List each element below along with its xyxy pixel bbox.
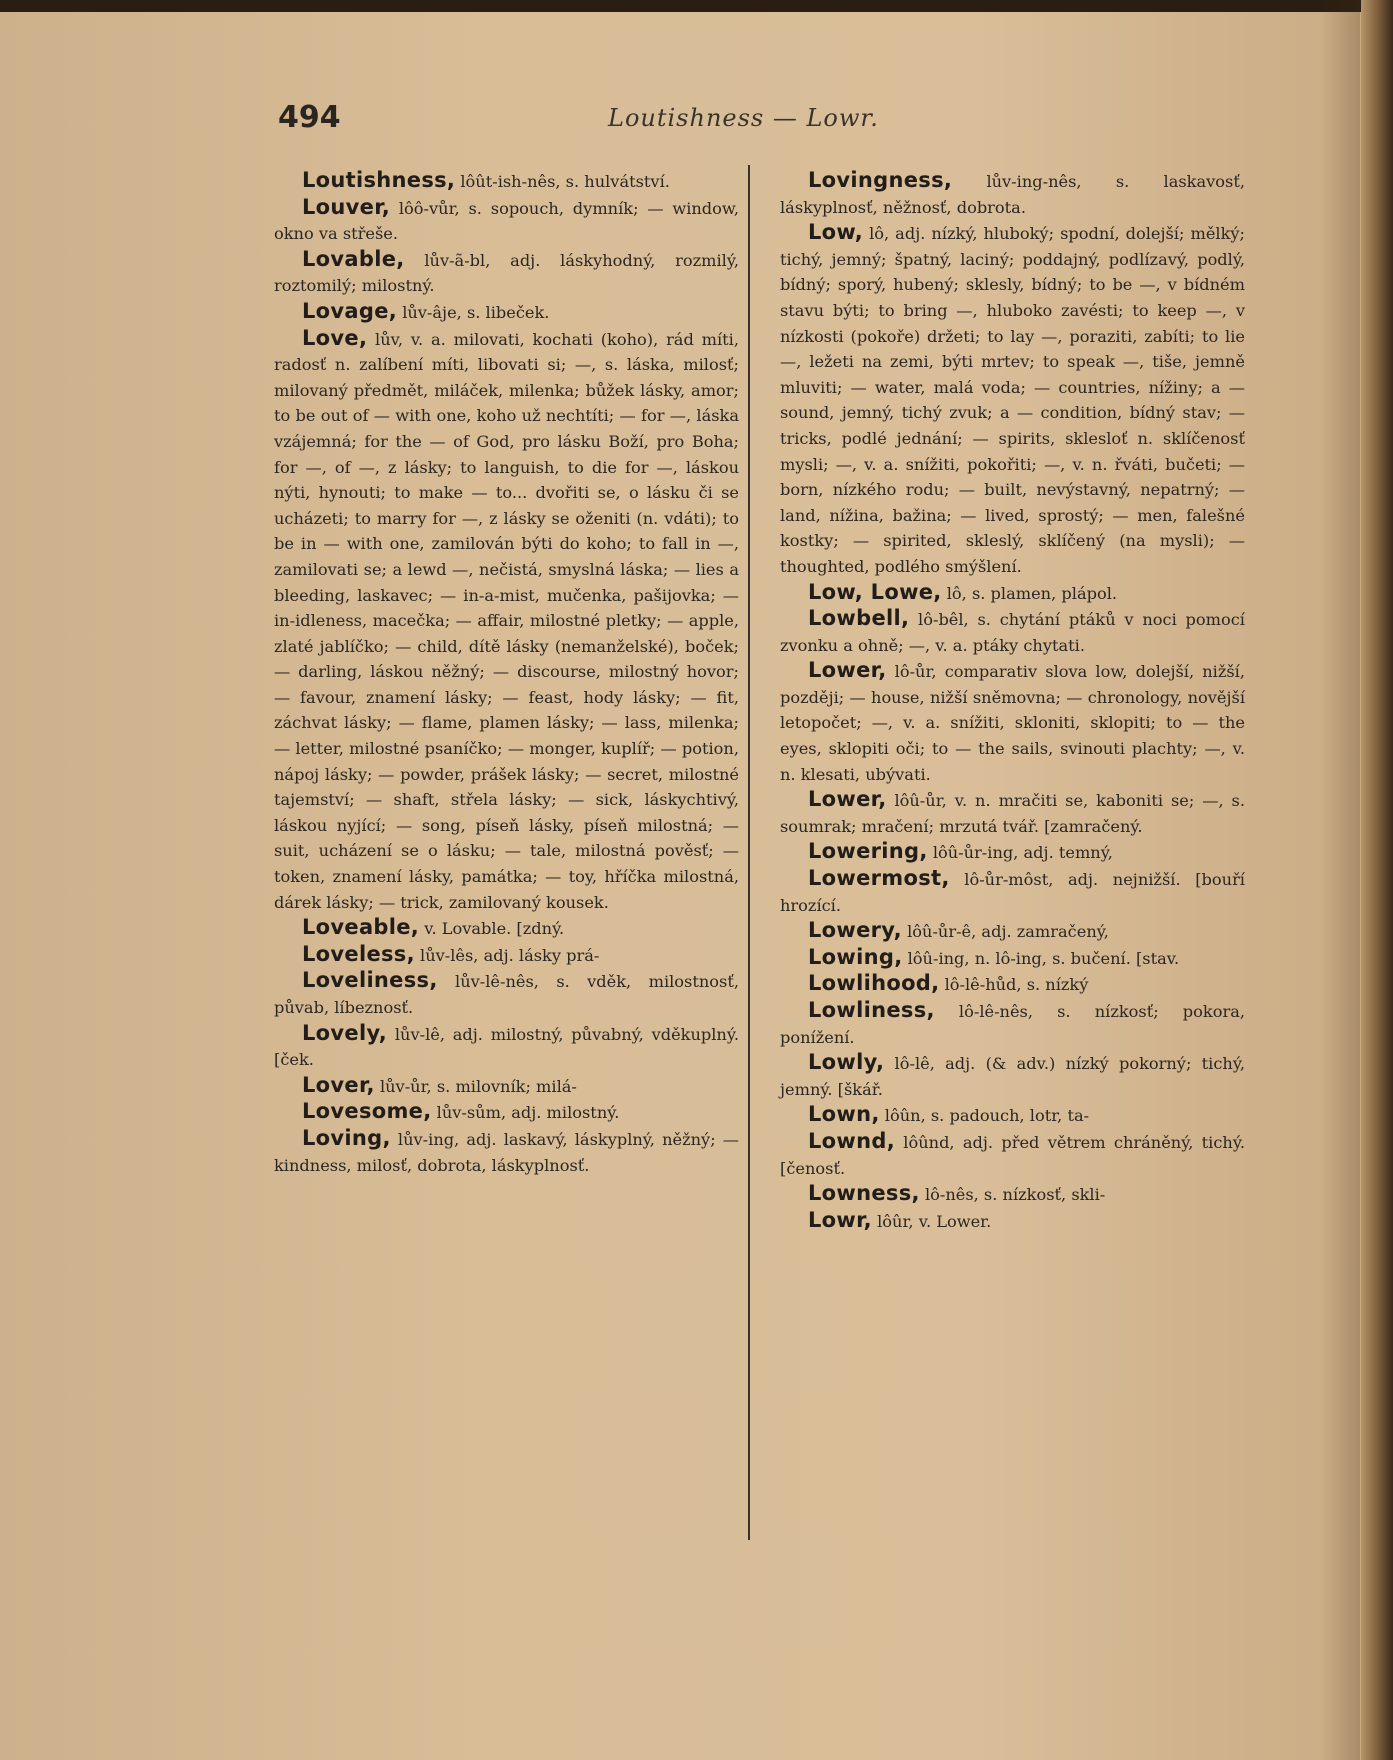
entry-headword: Lowly, <box>808 1050 885 1075</box>
dictionary-entry <box>780 918 1245 945</box>
entry-headword: Lower, <box>808 658 887 683</box>
dictionary-entry <box>274 247 739 299</box>
dictionary-entry <box>274 1073 739 1100</box>
entry-headword: Lover, <box>302 1072 375 1097</box>
entry-headword: Lovely, <box>302 1020 388 1045</box>
page-shadow <box>1320 0 1360 1760</box>
entry-definition: lôô-vůr, s. sopouch, dymník; — window, okno va střeše. <box>274 198 739 244</box>
dictionary-entry <box>274 1021 739 1073</box>
entry-definition: lôû-ůr-ing, adj. temný, <box>932 843 1113 863</box>
dictionary-entry <box>780 971 1245 998</box>
entry-definition: lův-lês, adj. lásky prá- <box>420 945 600 965</box>
entry-headword: Lownd, <box>808 1128 895 1153</box>
entry-headword: Lower, <box>808 787 887 812</box>
entry-definition: lô-lê-hůd, s. nízký <box>944 975 1089 995</box>
dictionary-entry <box>274 915 739 942</box>
entry-headword: Lowness, <box>808 1181 920 1206</box>
scan-top-border <box>0 0 1393 12</box>
dictionary-entry <box>274 1126 739 1178</box>
entry-definition: lôûnd, adj. před větrem chráněný, tichý. [čenosť. <box>780 1132 1245 1178</box>
entry-headword: Loveable, <box>302 915 420 940</box>
entry-headword: Louver, <box>302 194 391 219</box>
dictionary-entry <box>780 1102 1245 1129</box>
entry-definition: lô-lê-nês, s. nízkosť; pokora, ponížení. <box>780 1002 1245 1047</box>
dictionary-entry <box>780 866 1245 918</box>
entry-headword: Lovable, <box>302 246 405 271</box>
dictionary-entry <box>780 1208 1245 1235</box>
entry-definition: lôûn, s. padouch, lotr, ta- <box>884 1106 1090 1126</box>
entry-headword: Lowlihood, <box>808 971 940 996</box>
entry-headword: Lowery, <box>808 918 902 943</box>
dictionary-entry <box>780 839 1245 866</box>
entry-headword: Lowliness, <box>808 998 935 1022</box>
entry-definition: lôût-ish-nês, s. hulvátství. <box>460 172 670 191</box>
entry-definition: lô-ůr-môst, adj. nejnižší. [bouří hrozící. <box>780 870 1245 915</box>
dictionary-entry <box>274 1099 739 1126</box>
entry-definition: lův-âje, s. libeček. <box>402 302 550 322</box>
dictionary-entry <box>780 1181 1245 1208</box>
entry-definition: lův-ing, adj. laskavý, láskyplný, něžný; — kindness, milosť, dobrota, láskyplnosť. <box>274 1129 739 1175</box>
dictionary-entry <box>274 195 739 247</box>
entry-headword: Love, <box>302 325 368 350</box>
entry-definition: lô-bêl, s. chytání ptáků v noci pomocí zvonku a ohně; —, v. a. ptáky chytati. <box>780 610 1245 655</box>
entry-headword: Lowbell, <box>808 606 910 631</box>
entry-definition: lův-lê, adj. milostný, půvabný, vděkuplný. [ček. <box>274 1024 739 1070</box>
entry-definition: lův, v. a. milovati, kochati (koho), rád míti, radosť n. zalíbení míti, libovati si; —, s. láska, milosť; milovaný předmět, miláček, milenka; bůžek lásky, amor; to be out of — with one, koho už nechtíti; — for —, láska vzájemná; for the — of God, pro lásku Boží, pro Boha; for —, of —, z lásky; to languish, to die for —, láskou nýti, hynouti; to make — to... dvořiti se, o lásku či se ucházeti; to marry for —, z lásky se oženiti (n. vdáti); to be in — with one, zamilován býti do koho; to fall in —, zamilovati se; a lewd —, nečistá, smyslná láska; — lies a bleeding, laskavec; — in-a-mist, mučenka, pašijovka; — in-idleness, macečka; — affair, milostné pletky; — apple, zlaté jablíčko; — child, dítě lásky (nemanželské), boček; — darling, láskou něžný; — discourse, milostný hovor; — favour, znamení lásky; — feast, hody lásky; — fit, záchvat lásky; — flame, plamen lásky; — lass, milenka; — letter, milostné psaníčko; — monger, kuplíř; — potion, nápoj lásky; — powder, prášek lásky; — secret, milostné tajemství; — shaft, střela lásky; — sick, láskychtivý, láskou nyjící; — song, píseň lásky, píseň milostná; — suit, ucházení se o lásku; — tale, milostná pověsť; — token, znamení lásky, památka; — toy, hříčka milostná, dárek lásky; — trick, zamilovaný kousek. <box>274 329 739 912</box>
entry-definition: lôû-ůr-ê, adj. zamračený, <box>907 922 1109 942</box>
dictionary-entry <box>780 998 1245 1050</box>
entry-definition: lôû-ing, n. lô-ing, s. bučení. [stav. <box>907 948 1180 968</box>
right-column <box>780 168 1245 1234</box>
entry-definition: lův-lê-nês, s. vděk, milostnosť, půvab, líbeznosť. <box>274 972 739 1017</box>
page-header <box>278 100 1278 140</box>
dictionary-entry <box>274 326 739 916</box>
page-edge <box>1361 0 1393 1760</box>
entry-definition: lô-nês, s. nízkosť, skli- <box>924 1185 1106 1205</box>
entry-headword: Lowing, <box>808 944 903 969</box>
entry-definition: lô, adj. nízký, hluboký; spodní, dolejší; mělký; tichý, jemný; špatný, laciný; poddajný, podlízavý, podlý, bídný; sporý, hubený; sklesly, bídný; to be —, v bídném stavu býti; to bring —, hluboko zavésti; to keep —, v nízkosti (pokoře) držeti; to lay —, poraziti, zabíti; to lie —, ležeti na zemi, býti mrtev; to speak —, tiše, jemně mluviti; — water, malá voda; — countries, nížiny; a — sound, jemný, tichý zvuk; a — condition, bídný stav; — tricks, podlé jednání; — spirits, sklesloť n. sklíčenosť mysli; —, v. a. snížiti, pokořiti; —, v. n. řváti, bučeti; — born, nízkého rodu; — built, nevýstavný, nepatrný; — land, nížina, bažina; — lived, sprostý; — men, falešné kostky; — spirited, skleslý, sklíčený (na mysli); — thoughted, podlého smýšlení. <box>780 224 1245 576</box>
entry-definition: lô-ůr, comparativ slova low, dolejší, nižší, později; — house, nižší sněmovna; — chronology, novější letopočet; —, v. a. snížiti, skloniti, sklopiti; to — the eyes, sklopiti oči; to — the sails, svinouti plachty; —, v. n. klesati, ubývati. <box>780 662 1245 784</box>
dictionary-entry <box>780 787 1245 839</box>
dictionary-entry <box>780 1129 1245 1181</box>
entry-headword: Lovage, <box>302 298 398 323</box>
dictionary-entry <box>274 942 739 969</box>
dictionary-entry <box>780 168 1245 220</box>
entry-headword: Lowr, <box>808 1207 872 1232</box>
entry-headword: Loutishness, <box>302 168 456 192</box>
page-number: 494 <box>278 100 341 135</box>
entry-headword: Lovesome, <box>302 1099 432 1124</box>
dictionary-entry <box>780 580 1245 607</box>
entry-definition: lův-ã-bl, adj. láskyhodný, rozmilý, roztomilý; milostný. <box>274 250 739 296</box>
entry-definition: lô-lê, adj. (& adv.) nízký pokorný; tichý, jemný. [škář. <box>780 1054 1245 1099</box>
entry-headword: Loveliness, <box>302 968 438 993</box>
dictionary-entry <box>780 606 1245 658</box>
dictionary-entry <box>780 220 1245 579</box>
entry-definition: lův-ůr, s. milovník; milá- <box>379 1076 577 1096</box>
dictionary-entry <box>274 299 739 326</box>
entry-headword: Lowermost, <box>808 866 950 891</box>
running-head: Loutishness — Lowr. <box>608 104 879 132</box>
entry-definition: v. Lovable. [zdný. <box>424 919 565 939</box>
left-column <box>274 168 739 1178</box>
entry-headword: Low, Lowe, <box>808 579 942 604</box>
column-rule <box>748 165 750 1540</box>
dictionary-entry <box>780 1050 1245 1102</box>
entry-headword: Loving, <box>302 1125 391 1150</box>
entry-definition: lôû-ůr, v. n. mračiti se, kaboniti se; —, s. soumrak; mračení; mrzutá tvář. [zamračený. <box>780 791 1245 836</box>
entry-definition: lôûr, v. Lower. <box>877 1211 992 1231</box>
entry-definition: lův-sům, adj. milostný. <box>436 1103 620 1123</box>
entry-headword: Lown, <box>808 1102 880 1127</box>
entry-definition: lův-ing-nês, s. laskavosť, láskyplnosť, něžnosť, dobrota. <box>780 172 1245 217</box>
entry-headword: Lovingness, <box>808 168 953 192</box>
entry-headword: Lowering, <box>808 839 928 864</box>
entry-headword: Loveless, <box>302 941 415 966</box>
dictionary-entry <box>780 945 1245 972</box>
entry-definition: lô, s. plamen, plápol. <box>946 583 1118 603</box>
dictionary-entry <box>274 168 739 195</box>
entry-headword: Low, <box>808 220 864 245</box>
dictionary-entry <box>780 658 1245 787</box>
dictionary-entry <box>274 968 739 1020</box>
